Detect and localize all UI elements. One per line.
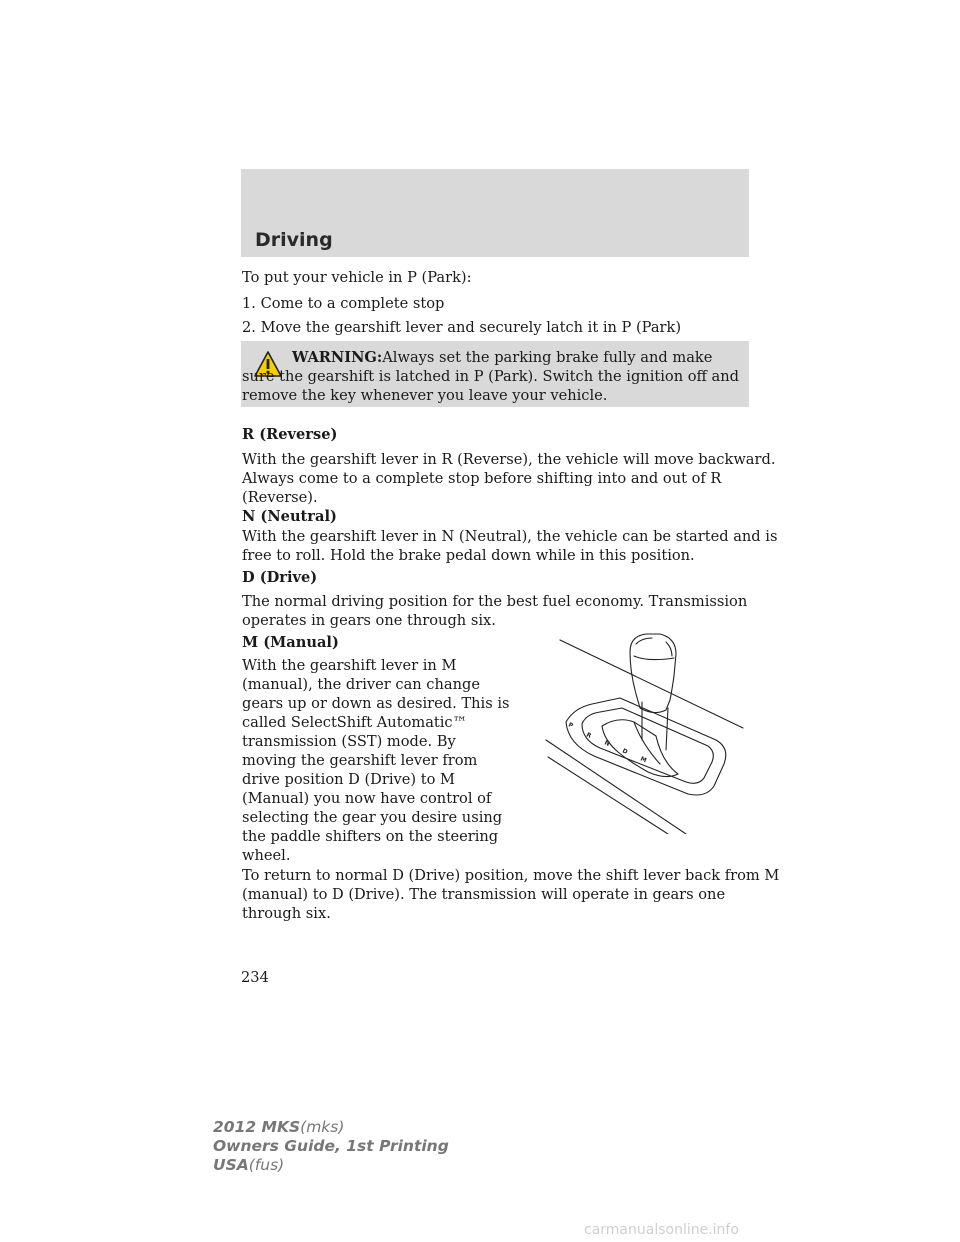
footer-model-code: (mks) (300, 1118, 345, 1136)
section-header (241, 169, 749, 257)
warning-label: WARNING: (292, 349, 383, 366)
footer-model: 2012 MKS (213, 1118, 301, 1136)
manual-line-8: (Manual) you now have control of (242, 790, 492, 807)
footer-market-code: (fus) (248, 1156, 285, 1174)
neutral-line-2: free to roll. Hold the brake pedal down while in this position. (242, 547, 695, 564)
neutral-heading: N (Neutral) (242, 508, 337, 525)
manual-line-11: wheel. (242, 847, 291, 864)
manual-line-3: gears up or down as desired. This is (242, 695, 510, 712)
return-line-3: through six. (242, 905, 331, 922)
manual-line-9: selecting the gear you desire using (242, 809, 503, 826)
neutral-line-1: With the gearshift lever in N (Neutral), the vehicle can be started and is (242, 528, 778, 545)
manual-line-4: called SelectShift Automatic™ (242, 714, 468, 731)
section-title: Driving (255, 229, 333, 251)
gate-letter-r: R (585, 731, 593, 740)
gate-letter-m: M (639, 755, 648, 765)
gate-letter-n: N (603, 739, 611, 748)
footer-guide: Owners Guide, 1st Printing (213, 1137, 449, 1155)
warning-body: Always set the parking brake fully and make sure the gearshift is latched in P (Park). Switch the ignition off and remove the key whenever you leave your vehicle. (242, 349, 739, 404)
park-step-2: 2. Move the gearshift lever and securely latch it in P (Park) (242, 319, 682, 336)
reverse-line-1: With the gearshift lever in R (Reverse), the vehicle will move backward. (242, 451, 776, 468)
warning-box (241, 341, 749, 407)
manual-heading: M (Manual) (242, 634, 339, 651)
return-line-1: To return to normal D (Drive) position, move the shift lever back from M (242, 867, 780, 884)
park-step-1: 1. Come to a complete stop (242, 295, 445, 312)
reverse-heading: R (Reverse) (242, 426, 338, 443)
footer (213, 1118, 449, 1175)
gearshift-lever-illustration (538, 632, 750, 834)
manual-line-2: (manual), the driver can change (242, 676, 480, 693)
footer-market: USA (213, 1156, 249, 1174)
reverse-line-3: (Reverse). (242, 489, 318, 506)
drive-line-1: The normal driving position for the best fuel economy. Transmission (242, 593, 748, 610)
reverse-line-2: Always come to a complete stop before shifting into and out of R (242, 470, 722, 487)
return-line-2: (manual) to D (Drive). The transmission will operate in gears one (242, 886, 726, 903)
gate-letter-d: D (621, 747, 629, 756)
manual-line-6: moving the gearshift lever from (242, 752, 478, 769)
warning-text (242, 348, 742, 405)
gate-letter-p: P (567, 721, 575, 730)
page-number: 234 (241, 969, 269, 986)
park-intro: To put your vehicle in P (Park): (242, 269, 472, 286)
manual-line-10: the paddle shifters on the steering (242, 828, 499, 845)
manual-line-5: transmission (SST) mode. By (242, 733, 456, 750)
drive-heading: D (Drive) (242, 569, 318, 586)
manual-line-1: With the gearshift lever in M (242, 657, 457, 674)
watermark: carmanualsonline.info (584, 1222, 739, 1238)
drive-line-2: operates in gears one through six. (242, 612, 496, 629)
manual-line-7: drive position D (Drive) to M (242, 771, 455, 788)
